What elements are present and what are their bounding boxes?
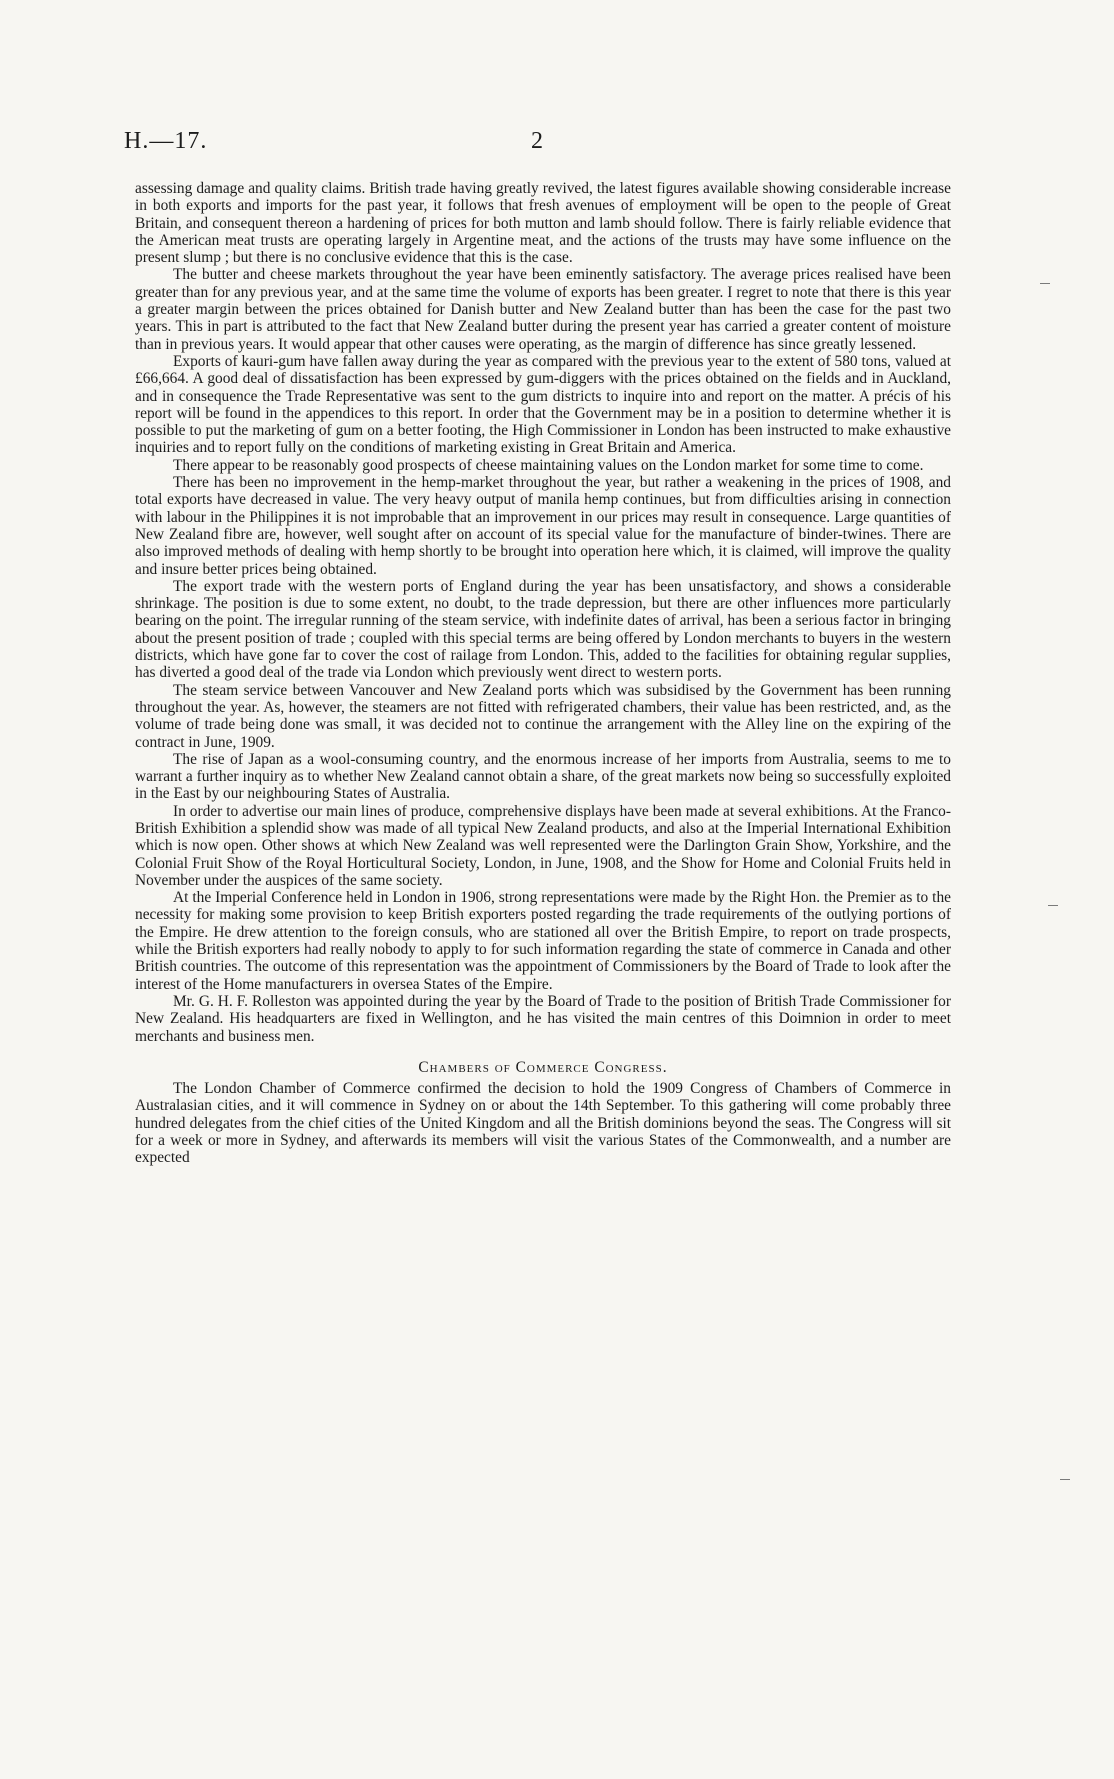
paragraph-kauri-gum: Exports of kauri-gum have fallen away during the year as compared with the previous year to the extent of 580 tons, valued at £66,664. A good deal of dissatisfaction has been expressed by gum-diggers with the prices obtained on the fields and in Auckland, and in consequence the Trade Representative was sent to the gum districts to inquire into and report on the matter. A précis of his report will be found in the appendices to this report. In order that the Government may be in a position to determine whether it is possible to put the marketing of gum on a better footing, the High Commissioner in London has been instructed to make exhaustive inquiries and to report fully on the conditions of marketing existing in Great Britain and America.: [135, 352, 951, 457]
paragraph-cheese-prospects: There appear to be reasonably good prospects of cheese maintaining values on the London market for some time to come.: [173, 456, 924, 474]
paragraph-imperial-conference: At the Imperial Conference held in London in 1906, strong representations were made by the Right Hon. the Premier as to the necessity for making some provision to keep British exporters posted regarding the trade requirements of the outlying portions of the Empire. He drew attention to the foreign consuls, who are stationed all over the British Empire, to report on trade prospects, while the British exporters had really nobody to apply to for such information regarding the state of commerce in Canada and other British countries. The outcome of this representation was the appointment of Commissioners by the Board of Trade to look after the interest of the Home manufacturers in oversea States of the Empire.: [135, 889, 951, 993]
paragraph-japan-wool: The rise of Japan as a wool-consuming country, and the enormous increase of her imports from Australia, seems to me to warrant a further inquiry as to whether New Zealand cannot obtain a share, of the great markets now being so successfully exploited in the East by our neighbouring States of Australia.: [135, 750, 951, 803]
section-heading: Chambers of Commerce Congress.: [418, 1058, 668, 1076]
paragraph-continued: assessing damage and quality claims. British trade having greatly revived, the latest figures available showing considerable increase in both exports and imports for the past year, it follows that fresh avenues of employment will be open to the people of Great Britain, and consequent thereon a hardening of prices for both mutton and lamb should follow. There is fairly reliable evidence that the American meat trusts are operating largely in Argentine meat, and the actions of the trusts may have some influence on the present slump ; but there is no conclusive evidence that this is the case.: [135, 180, 951, 267]
page-header: [124, 128, 954, 168]
page-number: 2: [531, 128, 543, 154]
margin-mark: [1040, 283, 1050, 284]
margin-mark: [1048, 905, 1058, 906]
paragraph-trade-commissioner: Mr. G. H. F. Rolleston was appointed during the year by the Board of Trade to the position of British Trade Commissioner for New Zealand. His headquarters are fixed in Wellington, and he has visited the main centres of this Doimnion in order to meet merchants and business men.: [135, 992, 951, 1045]
document-reference: H.—17.: [124, 128, 208, 154]
paragraph-dairy-markets: The butter and cheese markets throughout the year have been eminently satisfactory. The average prices realised have been greater than for any previous year, and at the same time the volume of exports has been greater. I regret to note that there is this year a greater margin between the prices obtained for Danish butter and New Zealand butter than has been the case for the past two years. This in part is attributed to the fact that New Zealand butter during the present year has carried a greater content of moisture than in previous years. It would appear that other causes were operating, as the margin of difference has since greatly lessened.: [135, 266, 951, 353]
paragraph-hemp-market: There has been no improvement in the hemp-market throughout the year, but rather a weakening in the prices of 1908, and total exports have decreased in value. The very heavy output of manila hemp continues, but from difficulties arising in connection with labour in the Philippines it is not improbable that an improvement in our prices may result in consequence. Large quantities of New Zealand fibre are, however, well sought after on account of its special value for the manufacture of binder-twines. There are also improved methods of dealing with hemp shortly to be brought into operation here which, it is claimed, will improve the quality and insure better prices being obtained.: [135, 474, 951, 578]
paragraph-steam-service: The steam service between Vancouver and New Zealand ports which was subsidised by the Government has been running throughout the year. As, however, the steamers are not fitted with refrigerated chambers, their value has been restricted, and, as the volume of trade being done was small, it was decided not to continue the arrangement with the Alley line on the expiring of the contract in June, 1909.: [135, 681, 951, 751]
paragraph-congress: The London Chamber of Commerce confirmed the decision to hold the 1909 Congress of Chambers of Commerce in Australasian cities, and it will commence in Sydney on or about the 14th September. To this gathering will come probably three hundred delegates from the chief cities of the United Kingdom and all the British dominions beyond the seas. The Congress will sit for a week or more in Sydney, and afterwards its members will visit the various States of the Commonwealth, and a number are expected: [135, 1080, 951, 1167]
paragraph-western-ports: The export trade with the western ports of England during the year has been unsatisfactory, and shows a considerable shrinkage. The position is due to some extent, no doubt, to the trade depression, but there are other influences more particularly bearing on the point. The irregular running of the steam service, with indefinite dates of arrival, has been a serious factor in bringing about the present position of trade ; coupled with this special terms are being offered by London merchants to buyers in the western districts, which have gone far to cover the cost of railage from London. This, added to the facilities for obtaining regular supplies, has diverted a good deal of the trade via London which previously went direct to western ports.: [135, 577, 951, 682]
margin-mark: [1060, 1479, 1070, 1480]
paragraph-exhibitions: In order to advertise our main lines of produce, comprehensive displays have been made at several exhibitions. At the Franco-British Exhibition a splendid show was made of all typical New Zealand products, and also at the Imperial International Exhibition which is now open. Other shows at which New Zealand was well represented were the Darlington Grain Show, Yorkshire, and the Colonial Fruit Show of the Royal Horticultural Society, London, in June, 1908, and the Show for Home and Colonial Fruits held in November under the auspices of the same society.: [135, 802, 951, 889]
body-text: [135, 180, 951, 1167]
